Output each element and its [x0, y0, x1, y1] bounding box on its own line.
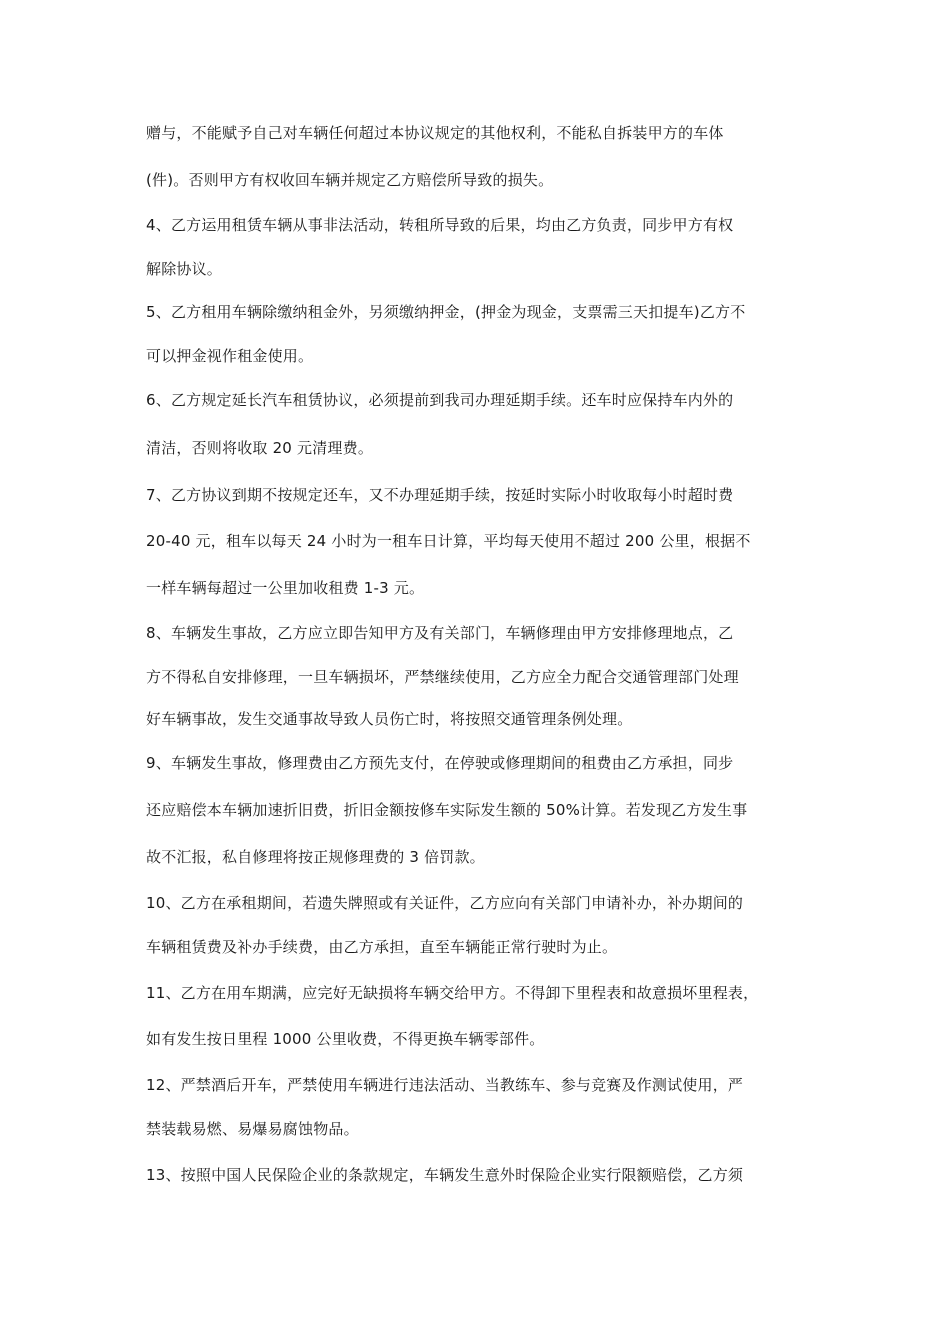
text-line: 13、按照中国人民保险企业的条款规定，车辆发生意外时保险企业实行限额赔偿，乙方须 — [146, 1166, 744, 1184]
text-line: 5、乙方租用车辆除缴纳租金外，另须缴纳押金，(押金为现金，支票需三天扣提车)乙方不 — [146, 303, 746, 321]
text-line: (件)。否则甲方有权收回车辆并规定乙方赔偿所导致的损失。 — [146, 171, 554, 189]
text-line: 11、乙方在用车期满，应完好无缺损将车辆交给甲方。不得卸下里程表和故意损坏里程表， — [146, 984, 759, 1002]
text-line: 12、严禁酒后开车，严禁使用车辆进行违法活动、当教练车、参与竞赛及作测试使用，严 — [146, 1076, 744, 1094]
text-line: 赠与，不能赋予自己对车辆任何超过本协议规定的其他权利，不能私自拆装甲方的车体 — [146, 124, 724, 142]
text-line: 禁装载易燃、易爆易腐蚀物品。 — [146, 1120, 359, 1138]
text-line: 9、车辆发生事故，修理费由乙方预先支付，在停驶或修理期间的租费由乙方承担，同步 — [146, 754, 734, 772]
text-line: 7、乙方协议到期不按规定还车，又不办理延期手续，按延时实际小时收取每小时超时费 — [146, 486, 734, 504]
text-line: 20-40 元，租车以每天 24 小时为一租车日计算，平均每天使用不超过 200 公里，根据不 — [146, 532, 751, 550]
text-line: 6、乙方规定延长汽车租赁协议，必须提前到我司办理延期手续。还车时应保持车内外的 — [146, 391, 734, 409]
text-line: 解除协议。 — [146, 260, 223, 278]
text-line: 故不汇报，私自修理将按正规修理费的 3 倍罚款。 — [146, 848, 485, 866]
text-line: 好车辆事故，发生交通事故导致人员伤亡时，将按照交通管理条例处理。 — [146, 710, 633, 728]
text-line: 4、乙方运用租赁车辆从事非法活动，转租所导致的后果，均由乙方负责，同步甲方有权 — [146, 216, 734, 234]
text-line: 8、车辆发生事故，乙方应立即告知甲方及有关部门，车辆修理由甲方安排修理地点，乙 — [146, 624, 734, 642]
text-line: 还应赔偿本车辆加速折旧费，折旧金额按修车实际发生额的 50%计算。若发现乙方发生事 — [146, 801, 748, 819]
text-line: 车辆租赁费及补办手续费，由乙方承担，直至车辆能正常行驶时为止。 — [146, 938, 618, 956]
text-line: 10、乙方在承租期间，若遗失牌照或有关证件，乙方应向有关部门申请补办，补办期间的 — [146, 894, 744, 912]
text-line: 一样车辆每超过一公里加收租费 1-3 元。 — [146, 579, 425, 597]
text-line: 如有发生按日里程 1000 公里收费，不得更换车辆零部件。 — [146, 1030, 545, 1048]
text-line: 方不得私自安排修理，一旦车辆损坏，严禁继续使用，乙方应全力配合交通管理部门处理 — [146, 668, 739, 686]
text-line: 可以押金视作租金使用。 — [146, 347, 314, 365]
text-line: 清洁，否则将收取 20 元清理费。 — [146, 439, 374, 457]
